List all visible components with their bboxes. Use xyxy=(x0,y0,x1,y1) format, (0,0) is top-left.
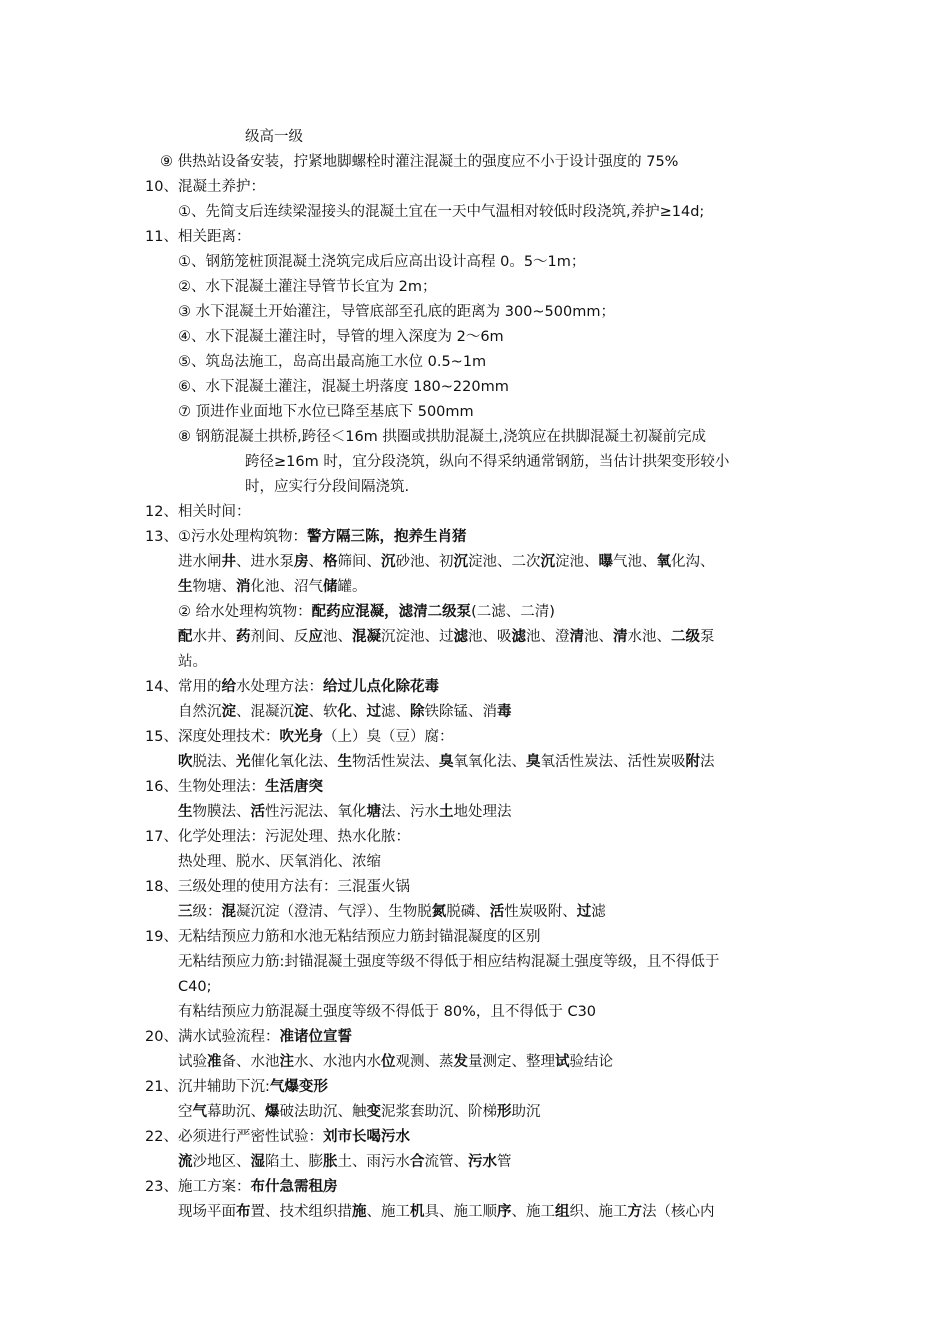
bold-text: 淀 xyxy=(294,704,309,720)
bold-text: 配 xyxy=(178,629,193,645)
bold-text: 氮 xyxy=(431,904,447,920)
text-span: 23、施工方案： xyxy=(145,1179,251,1195)
text-span: 水处理方法： xyxy=(235,679,323,695)
bold-text: 准诸位宣誓 xyxy=(279,1029,352,1045)
text-line xyxy=(145,727,453,747)
text-span: 物活性炭法、 xyxy=(352,754,439,770)
text-span: 筛间、 xyxy=(337,554,381,570)
text-span: 氧活性炭法、活性炭吸 xyxy=(540,754,686,770)
bold-text: 井 xyxy=(221,554,236,570)
text-span: 热处理、脱水、厌氧消化、浓缩 xyxy=(178,854,381,870)
text-span: 跨径≥16m 时，宜分段浇筑，纵向不得采纳通常钢筋，当估计拱架变形较小 xyxy=(245,454,730,470)
bold-text: 药 xyxy=(236,629,251,645)
bold-text: 房 xyxy=(294,554,309,570)
text-span: 幕助沉、 xyxy=(207,1104,265,1120)
text-span: 剂间、反 xyxy=(250,629,309,645)
text-line xyxy=(178,577,367,597)
text-span: 铁除锰、消 xyxy=(424,704,497,720)
text-span: 15、深度处理技术： xyxy=(145,729,280,745)
bold-text: 合 xyxy=(410,1154,425,1170)
text-line xyxy=(145,227,250,247)
text-line xyxy=(178,802,512,822)
text-span: 织、施工 xyxy=(569,1204,628,1220)
text-span: 置、技术组织措 xyxy=(250,1204,352,1220)
text-span: 淀池、二次 xyxy=(468,554,541,570)
bold-text: 生 xyxy=(337,754,352,770)
bold-text: 附 xyxy=(685,754,700,770)
bold-text: 配药应混凝，滤清二级泵 xyxy=(311,604,472,620)
text-line xyxy=(178,852,381,872)
text-span: ⑨ 供热站设备安装，拧紧地脚螺栓时灌注混凝土的强度应不小于设计强度的 75% xyxy=(160,154,679,170)
text-span: 脱法、 xyxy=(192,754,236,770)
bold-text: 生 xyxy=(178,804,193,820)
text-line xyxy=(178,1202,715,1222)
text-span: 级高一级 xyxy=(245,129,303,145)
text-span: 池、澄 xyxy=(526,629,570,645)
text-span: 进水闸 xyxy=(178,554,222,570)
bold-text: 注 xyxy=(279,1054,294,1070)
text-span: 现场平面 xyxy=(178,1204,236,1220)
text-span: ②、水下混凝土灌注导管节长宜为 2m； xyxy=(178,279,437,295)
text-span: 管 xyxy=(497,1154,512,1170)
bold-text: 气 xyxy=(192,1104,207,1120)
bold-text: 沉 xyxy=(540,554,555,570)
bold-text: 活 xyxy=(489,904,505,920)
text-span: 泵 xyxy=(700,629,715,645)
bold-text: 布 xyxy=(236,1204,251,1220)
text-span: 站。 xyxy=(178,654,207,670)
text-line xyxy=(178,402,474,422)
text-span: 具、施工顺 xyxy=(424,1204,497,1220)
text-span: （上）臭（豆）腐： xyxy=(322,729,454,745)
bold-text: 布什急需租房 xyxy=(250,1179,338,1195)
text-span: ⑧ 钢筋混凝土拱桥,跨径＜16m 拱圈或拱肋混凝土,浇筑应在拱脚混凝土初凝前完成 xyxy=(178,429,707,445)
text-line xyxy=(145,177,265,197)
text-span: 自然沉 xyxy=(178,704,222,720)
text-span: 13、①污水处理构筑物： xyxy=(145,529,307,545)
text-span: 16、生物处理法： xyxy=(145,779,265,795)
text-span: 助沉 xyxy=(511,1104,541,1120)
text-span: ⑤、筑岛法施工，岛高出最高施工水位 0.5~1m xyxy=(178,354,487,370)
bold-text: 准 xyxy=(207,1054,222,1070)
bold-text: 吹光身 xyxy=(279,729,323,745)
text-line xyxy=(178,327,504,347)
text-span: 试验 xyxy=(178,1054,207,1070)
text-span: 水池、 xyxy=(627,629,671,645)
text-span: 物膜法、 xyxy=(192,804,251,820)
bold-text: 臭 xyxy=(439,754,454,770)
text-span: 、进水泵 xyxy=(236,554,294,570)
bold-text: 刘市长喝污水 xyxy=(322,1129,410,1145)
text-span: 10、混凝土养护： xyxy=(145,179,265,195)
text-line xyxy=(145,827,410,847)
text-span: ①、钢筋笼桩顶混凝土浇筑完成后应高出设计高程 0。5～1m； xyxy=(178,254,586,270)
text-line xyxy=(178,427,706,447)
bold-text: 塘 xyxy=(366,804,381,820)
bold-text: 混 xyxy=(221,904,236,920)
text-span: 淀池、 xyxy=(555,554,599,570)
bold-text: 滤 xyxy=(453,629,468,645)
text-span: 21、沉井辅助下沉: xyxy=(145,1079,270,1095)
text-span: 量测定、整理 xyxy=(468,1054,555,1070)
bold-text: 位 xyxy=(381,1054,396,1070)
bold-text: 化 xyxy=(337,704,352,720)
bold-text: 氧 xyxy=(656,554,671,570)
text-span: 19、无粘结预应力筋和水池无粘结预应力筋封锚混凝度的区别 xyxy=(145,929,541,945)
bold-text: 形 xyxy=(497,1104,512,1120)
bold-text: 格 xyxy=(323,554,338,570)
text-span: 、施工 xyxy=(511,1204,555,1220)
bold-text: 二级 xyxy=(671,629,700,645)
text-span: 沙地区、 xyxy=(192,1154,251,1170)
text-span: (二滤、二清) xyxy=(471,604,555,620)
text-line xyxy=(145,777,323,797)
bold-text: 活 xyxy=(250,804,265,820)
bold-text: 给 xyxy=(221,679,236,695)
text-span: 池、吸 xyxy=(468,629,512,645)
bold-text: 曝 xyxy=(598,554,613,570)
bold-text: 警方隔三陈，抱养生肖猪 xyxy=(306,529,467,545)
bold-text: 方 xyxy=(627,1204,642,1220)
text-span: 滤 xyxy=(591,904,606,920)
text-line xyxy=(145,1127,410,1147)
bold-text: 臭 xyxy=(526,754,541,770)
text-line xyxy=(145,927,540,947)
text-line xyxy=(145,502,250,522)
bold-text: 应 xyxy=(308,629,323,645)
bold-text: 生 xyxy=(178,579,193,595)
text-span: 滤、 xyxy=(381,704,410,720)
text-line xyxy=(245,477,409,497)
text-span: ⑥、水下混凝土灌注，混凝土坍落度 180~220mm xyxy=(178,379,509,395)
text-line xyxy=(178,202,704,222)
text-span: 泥浆套助沉、阶梯 xyxy=(381,1104,497,1120)
text-span: 砂池、初 xyxy=(395,554,454,570)
text-line xyxy=(178,1102,541,1122)
text-span: 11、相关距离： xyxy=(145,229,251,245)
text-span: 、混凝沉 xyxy=(236,704,294,720)
bold-text: 给过儿点化除花毒 xyxy=(322,679,439,695)
text-line xyxy=(178,1152,512,1172)
text-span: 地处理法 xyxy=(453,804,512,820)
text-span: 水井、 xyxy=(192,629,236,645)
text-line xyxy=(178,627,715,647)
text-span: 有粘结预应力筋混凝土强度等级不得低于 80%，且不得低于 C30 xyxy=(178,1004,597,1020)
text-span: 法 xyxy=(700,754,715,770)
bold-text: 胀 xyxy=(323,1154,338,1170)
text-span: 土、雨污水 xyxy=(337,1154,410,1170)
bold-text: 三 xyxy=(178,904,193,920)
text-span: 池、 xyxy=(584,629,613,645)
text-span: ② 给水处理构筑物： xyxy=(178,604,312,620)
text-span: 池、 xyxy=(323,629,352,645)
text-span: 、软 xyxy=(308,704,338,720)
text-line xyxy=(245,452,729,472)
text-span: 破法助沉、触 xyxy=(279,1104,367,1120)
text-span: 性炭吸附、 xyxy=(504,904,577,920)
text-span: 氧氧化法、 xyxy=(453,754,526,770)
text-span: 空 xyxy=(178,1104,193,1120)
text-span: 凝沉淀（澄清、气浮）、生物脱 xyxy=(236,904,432,920)
bold-text: 污水 xyxy=(468,1154,497,1170)
text-span: 物塘、 xyxy=(192,579,236,595)
text-span: 法（核心内 xyxy=(642,1204,715,1220)
text-line xyxy=(178,252,585,272)
text-line xyxy=(145,877,410,897)
text-line xyxy=(145,677,439,697)
text-line xyxy=(145,1077,328,1097)
text-line xyxy=(178,1052,613,1072)
text-span: 水、水池内水 xyxy=(294,1054,381,1070)
text-line xyxy=(245,127,303,147)
bold-text: 生活唐突 xyxy=(264,779,323,795)
text-span: 14、常用的 xyxy=(145,679,222,695)
text-line xyxy=(178,277,436,297)
text-span: 气池、 xyxy=(613,554,657,570)
bold-text: 毒 xyxy=(497,704,512,720)
text-span: 法、污水 xyxy=(381,804,439,820)
bold-text: 发 xyxy=(453,1054,468,1070)
text-span: 观测、蒸 xyxy=(395,1054,454,1070)
bold-text: 吹 xyxy=(178,754,193,770)
bold-text: 淀 xyxy=(221,704,236,720)
text-span: ④、水下混凝土灌注时，导管的埋入深度为 2～6m xyxy=(178,329,504,345)
bold-text: 储 xyxy=(323,579,338,595)
text-span: 化沟、 xyxy=(671,554,715,570)
text-span: 性污泥法、氧化 xyxy=(265,804,367,820)
text-line xyxy=(178,352,486,372)
text-line xyxy=(178,752,715,772)
text-line xyxy=(178,902,606,922)
bold-text: 湿 xyxy=(250,1154,265,1170)
text-span: 20、满水试验流程： xyxy=(145,1029,280,1045)
text-line xyxy=(145,1177,337,1197)
text-span: ⑦ 顶进作业面地下水位已降至基底下 500mm xyxy=(178,404,474,420)
text-span: 无粘结预应力筋:封锚混凝土强度等级不得低于相应结构混凝土强度等级，且不得低于 xyxy=(178,954,720,970)
bold-text: 机 xyxy=(410,1204,425,1220)
text-line xyxy=(178,552,715,572)
text-line xyxy=(178,1002,596,1022)
text-line xyxy=(178,977,211,997)
bold-text: 过 xyxy=(366,704,381,720)
text-span: 级： xyxy=(192,904,222,920)
text-span: 验结论 xyxy=(569,1054,613,1070)
text-span: 12、相关时间： xyxy=(145,504,251,520)
text-span: 脱磷、 xyxy=(446,904,490,920)
text-line xyxy=(178,652,207,672)
bold-text: 爆 xyxy=(265,1104,280,1120)
text-line xyxy=(178,702,512,722)
bold-text: 消 xyxy=(236,579,251,595)
bold-text: 清 xyxy=(613,629,628,645)
text-line xyxy=(160,152,678,172)
text-span: ③ 水下混凝土开始灌注，导管底部至孔底的距离为 300~500mm； xyxy=(178,304,615,320)
bold-text: 流 xyxy=(178,1154,193,1170)
bold-text: 序 xyxy=(497,1204,512,1220)
text-span: 陷土、膨 xyxy=(265,1154,323,1170)
bold-text: 试 xyxy=(555,1054,570,1070)
bold-text: 土 xyxy=(439,804,454,820)
bold-text: 清 xyxy=(569,629,584,645)
bold-text: 混凝 xyxy=(352,629,381,645)
text-span: 备、水池 xyxy=(221,1054,280,1070)
bold-text: 滤 xyxy=(511,629,526,645)
text-line xyxy=(145,527,466,547)
text-line xyxy=(178,377,509,397)
bold-text: 组 xyxy=(555,1204,570,1220)
bold-text: 气爆变形 xyxy=(269,1079,328,1095)
text-span: 、施工 xyxy=(366,1204,410,1220)
bold-text: 沉 xyxy=(381,554,396,570)
text-span: C40; xyxy=(178,979,212,995)
text-span: 时，应实行分段间隔浇筑. xyxy=(245,479,410,495)
text-span: ①、先简支后连续梁湿接头的混凝土宜在一天中气温相对较低时段浇筑,养护≥14d; xyxy=(178,204,705,220)
text-span: 催化氧化法、 xyxy=(250,754,338,770)
text-line xyxy=(178,952,719,972)
text-span: 、 xyxy=(352,704,367,720)
text-span: 流管、 xyxy=(424,1154,468,1170)
bold-text: 除 xyxy=(410,704,425,720)
text-span: 、 xyxy=(308,554,323,570)
text-span: 化池、沼气 xyxy=(250,579,323,595)
text-span: 罐。 xyxy=(337,579,367,595)
bold-text: 过 xyxy=(576,904,592,920)
text-line xyxy=(145,1027,352,1047)
bold-text: 变 xyxy=(366,1104,381,1120)
bold-text: 光 xyxy=(236,754,251,770)
text-line xyxy=(178,302,615,322)
text-span: 18、三级处理的使用方法有：三混蛋火锅 xyxy=(145,879,410,895)
text-span: 沉淀池、过 xyxy=(381,629,454,645)
text-line xyxy=(178,602,555,622)
bold-text: 沉 xyxy=(453,554,468,570)
bold-text: 施 xyxy=(352,1204,367,1220)
text-span: 17、化学处理法：污泥处理、热水化脓： xyxy=(145,829,410,845)
text-span: 22、必须进行严密性试验： xyxy=(145,1129,323,1145)
